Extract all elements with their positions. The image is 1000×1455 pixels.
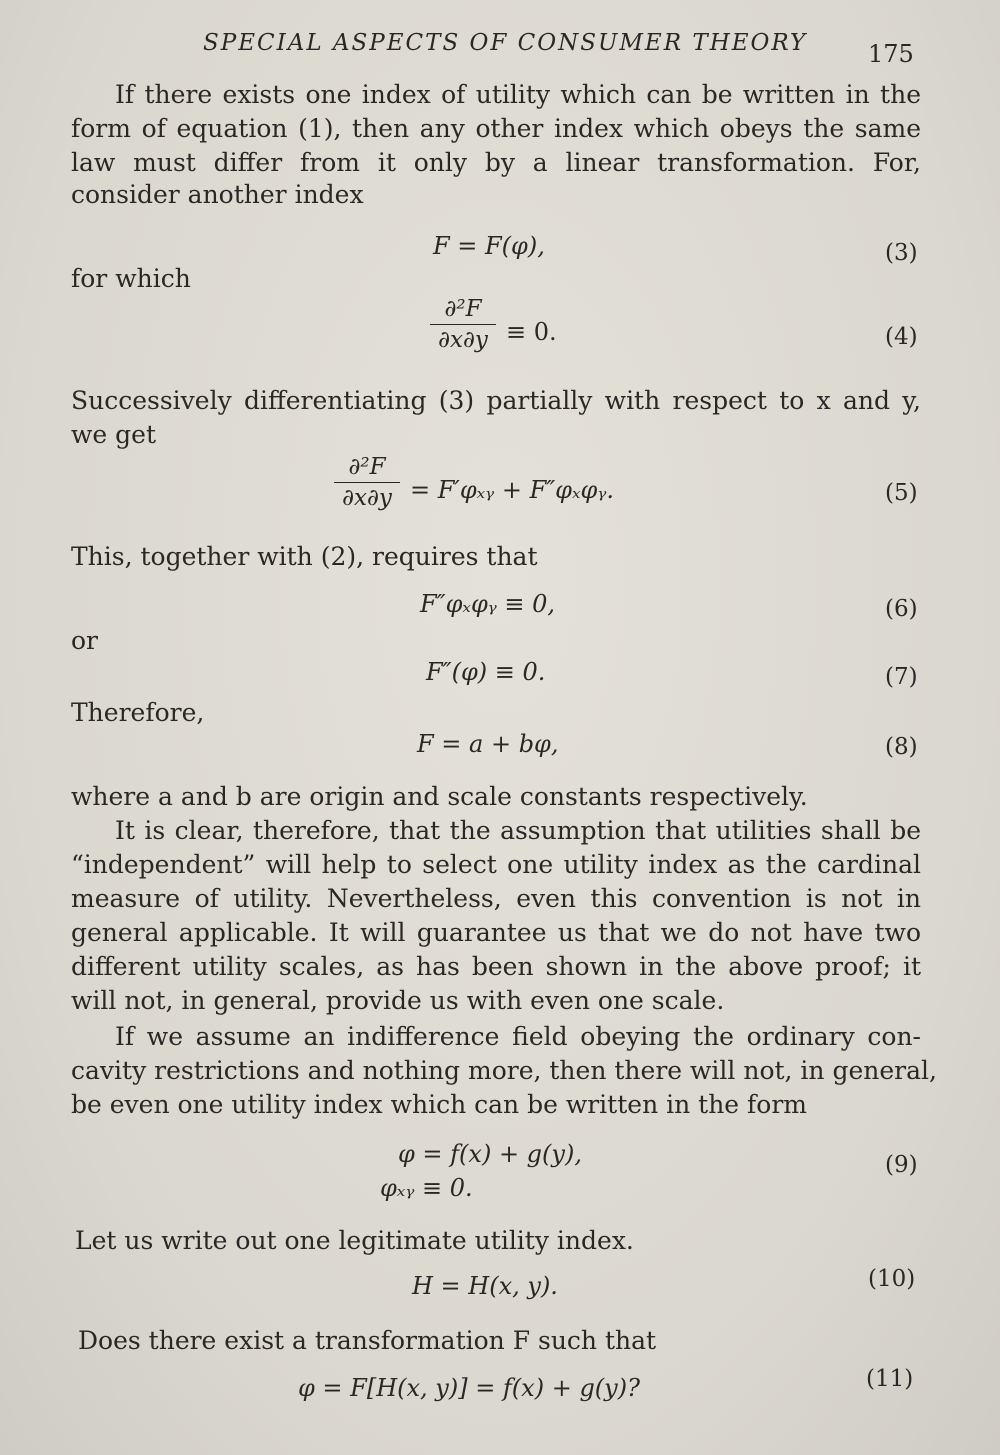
paragraph-line: cavity restrictions and nothing more, then there will not, in general,	[71, 1056, 937, 1085]
paragraph-line: consider another index	[71, 180, 364, 209]
equation-9-line-2: φₓᵧ ≡ 0.	[380, 1174, 473, 1202]
equation-number: (7)	[885, 664, 918, 690]
equation-10: H = H(x, y).	[412, 1272, 558, 1300]
equation-4-fraction	[430, 296, 496, 353]
text-let-us: Let us write out one legitimate utility index.	[75, 1226, 634, 1255]
fraction-bar	[430, 324, 496, 325]
fraction-denominator: ∂x∂y	[342, 485, 392, 511]
text-for-which: for which	[71, 264, 191, 293]
equation-8: F = a + bφ,	[417, 730, 559, 758]
paragraph-line: “independent” will help to select one utility index as the cardinal	[71, 850, 921, 879]
fraction-bar	[334, 482, 400, 483]
paragraph-line: be even one utility index which can be written in the form	[71, 1090, 808, 1119]
paragraph-line: we get	[71, 420, 156, 449]
paragraph-line: law must differ from it only by a linear transformation. For,	[71, 148, 921, 177]
paragraph-line: If there exists one index of utility which can be written in the	[115, 80, 921, 109]
paragraph-line: measure of utility. Nevertheless, even this convention is not in	[71, 884, 921, 913]
fraction-numerator: ∂²F	[444, 296, 482, 322]
text-this-together: This, together with (2), requires that	[71, 542, 538, 571]
paragraph-line: form of equation (1), then any other index which obeys the same	[71, 114, 921, 143]
equation-5-rhs: = F′φₓᵧ + F″φₓφᵧ.	[410, 476, 614, 504]
equation-3: F = F(φ),	[433, 232, 545, 260]
equation-9-line-1: φ = f(x) + g(y),	[398, 1140, 582, 1168]
equation-11: φ = F[H(x, y)] = f(x) + g(y)?	[298, 1374, 640, 1402]
paragraph-line: different utility scales, as has been shown in the above proof; it	[71, 952, 921, 981]
equation-number: (8)	[885, 734, 918, 760]
equation-number: (3)	[885, 240, 918, 266]
equation-7: F″(φ) ≡ 0.	[426, 658, 546, 686]
equation-number: (9)	[885, 1152, 918, 1178]
page-number: 175	[868, 40, 914, 68]
paragraph-line: general applicable. It will guarantee us that we do not have two	[71, 918, 921, 947]
text-or: or	[71, 626, 99, 655]
text-where: where a and b are origin and scale constants respectively.	[71, 782, 808, 811]
paragraph-line: will not, in general, provide us with even one scale.	[71, 986, 725, 1015]
equation-number: (10)	[868, 1266, 916, 1292]
text-does-there: Does there exist a transformation F such that	[78, 1326, 657, 1355]
equation-4-rhs: ≡ 0.	[506, 318, 557, 346]
equation-number: (6)	[885, 596, 918, 622]
paragraph-line: It is clear, therefore, that the assumption that utilities shall be	[115, 816, 921, 845]
equation-number: (5)	[885, 480, 918, 506]
paragraph-line: Successively differentiating (3) partially with respect to x and y,	[71, 386, 921, 415]
fraction-denominator: ∂x∂y	[438, 327, 488, 353]
running-header-title: SPECIAL ASPECTS OF CONSUMER THEORY	[203, 30, 808, 56]
equation-5-fraction	[334, 454, 400, 511]
equation-number: (4)	[885, 324, 918, 350]
equation-6: F″φₓφᵧ ≡ 0,	[420, 590, 556, 618]
text-therefore: Therefore,	[71, 698, 205, 727]
equation-number: (11)	[866, 1366, 914, 1392]
paragraph-line: If we assume an indifference field obeying the ordinary con-	[115, 1022, 921, 1051]
fraction-numerator: ∂²F	[348, 454, 386, 480]
